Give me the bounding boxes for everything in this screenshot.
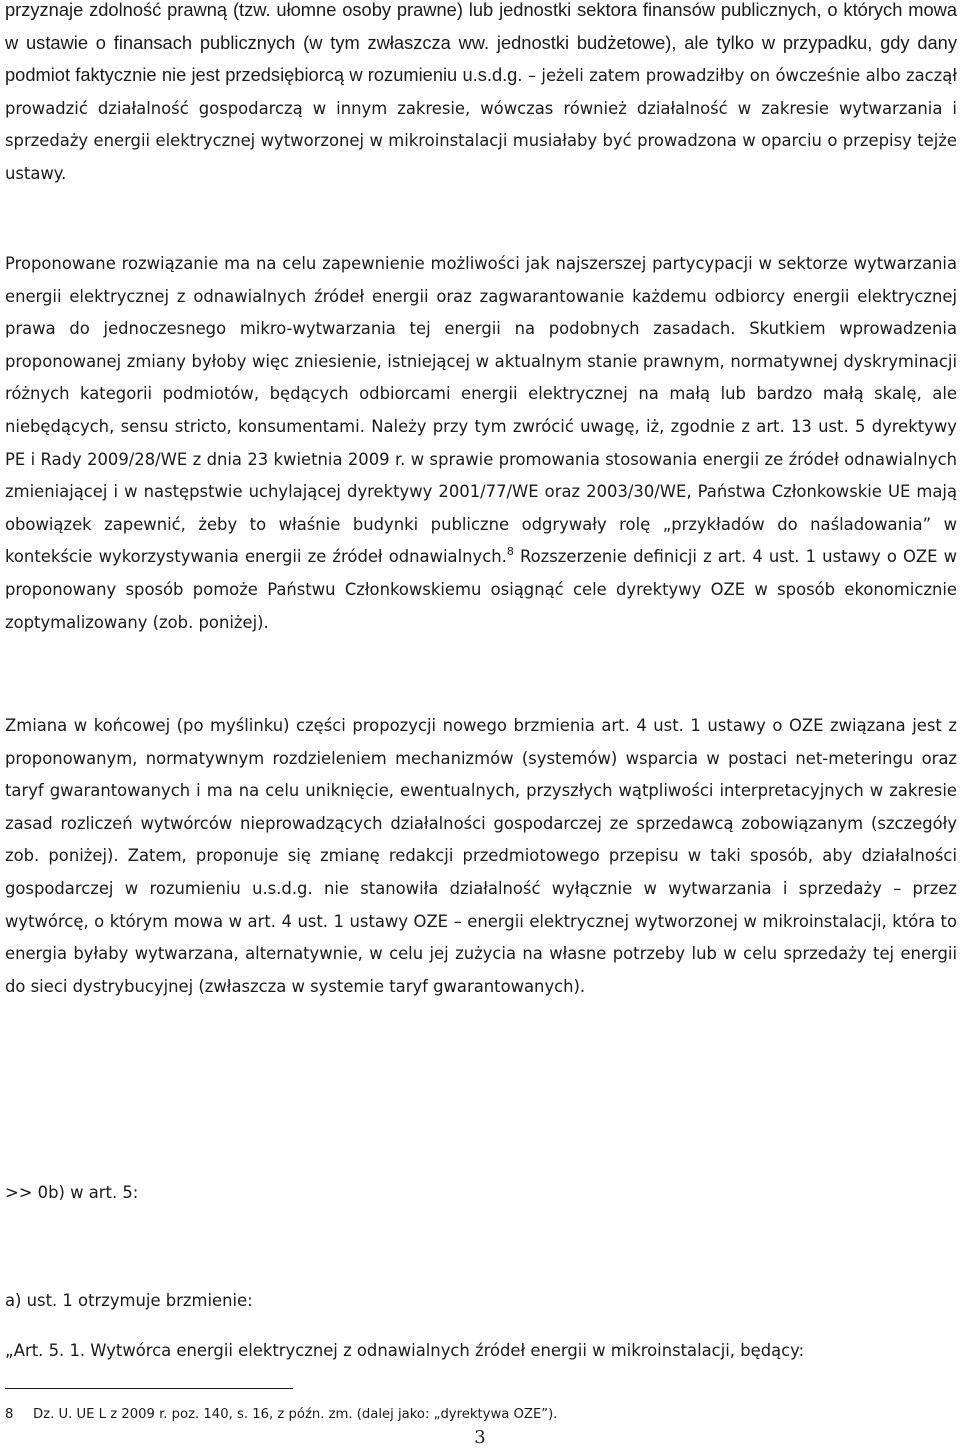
paragraph-2 [5,248,957,639]
paragraph-1 [5,0,957,191]
amendment-heading: >> 0b) w art. 5: [5,1183,139,1202]
footnote-separator [5,1388,293,1389]
footnote-reference: 8 [506,545,514,559]
paragraph-1-body-text: – jeżeli zatem prowadziłby on ówcześnie albo zaczął prowadzić działalność gospodarczą w innym zakresie, wówczas również działalność w zakresie wytwarzania i sprzedaży energii elektrycznej wytworzonej w mikroinstalacji musiałaby być prowadzona w oparciu o przepisy tejże ustawy. [5,66,957,183]
paragraph-3-text: Zmiana w końcowej (po myślinku) części propozycji nowego brzmienia art. 4 ust. 1 ustawy o OZE związana jest z proponowanym, normatywnym rozdzieleniem mechanizmów (systemów) wsparcia w postaci net-meteringu oraz taryf gwarantowanych i ma na celu uniknięcie, ewentualnych, przyszłych wątpliwości interpretacyjnych w zakresie zasad rozliczeń wytwórców nieprowadzących działalności gospodarczej ze sprzedawcą zobowiązanym (szczegóły zob. poniżej). Zatem, proponuje się zmianę redakcji przedmiotowego przepisu w taki sposób, aby działalności gospodarczej w rozumieniu u.s.d.g. nie stanowiła działalność wyłącznie w wytwarzania i sprzedaży – przez wytwórcę, o którym mowa w art. 4 ust. 1 ustawy OZE – energii elektrycznej wytworzonej w mikroinstalacji, która to energia byłaby wytwarzana, alternatywnie, w celu jej zużycia na własne potrzeby lub w celu sprzedaży tej energii do sieci dystrybucyjnej (zwłaszcza w systemie taryf gwarantowanych). [5,716,957,996]
page-number: 3 [474,1427,486,1448]
article-quote: „Art. 5. 1. Wytwórca energii elektrycznej z odnawialnych źródeł energii w mikroinstalacji, będący: [5,1341,805,1360]
paragraph-2-text: Proponowane rozwiązanie ma na celu zapewnienie możliwości jak najszerszej partycypacji w sektorze wytwarzania energii elektrycznej z odnawialnych źródeł energii oraz zagwarantowanie każdemu odbiorcy energii elektrycznej prawa do jednoczesnego mikro-wytwarzania tej energii na podobnych zasadach. Skutkiem wprowadzenia proponowanej zmiany byłoby więc zniesienie, istniejącej w aktualnym stanie prawnym, normatywnej dyskryminacji różnych kategorii podmiotów, będących odbiorcami energii elektrycznej na małą lub bardzo małą skalę, ale niebędących, sensu stricto, konsumentami. Należy przy tym zwrócić uwagę, iż, zgodnie z art. 13 ust. 5 dyrektywy PE i Rady 2009/28/WE z dnia 23 kwietnia 2009 r. w sprawie promowania stosowania energii ze źródeł odnawialnych zmieniającej i w następstwie uchylającej dyrektywy 2001/77/WE oraz 2003/30/WE, Państwa Członkowskie UE mają obowiązek zapewnić, żeby to właśnie budynki publiczne odgrywały rolę „przykładów do naśladowania” w kontekście wykorzystywania energii ze źródeł odnawialnych. [5,254,957,567]
footnote [5,1404,557,1426]
paragraph-2-text-continued: Rozszerzenie definicji z art. 4 ust. 1 ustawy o OZE w proponowany sposób pomoże Państwu Członkowskiemu osiągnąć cele dyrektywy OZE w sposób ekonomicznie zoptymalizowany (zob. poniżej). [5,547,957,632]
footnote-number: 8 [5,1407,14,1422]
paragraph-3 [5,710,957,1003]
paragraph-1-continuation-text: przyznaje zdolność prawną (tzw. ułomne osoby prawne) lub jednostki sektora finansów publicznych, o których mowa w ustawie o finansach publicznych (w tym zwłaszcza ww. jednostki budżetowe), ale tylko w przypadku, gdy dany podmiot faktycznie nie jest przedsiębiorcą w rozumieniu u.s.d.g. [5,0,957,86]
footnote-text: Dz. U. UE L z 2009 r. poz. 140, s. 16, z późn. zm. (dalej jako: „dyrektywa OZE”). [33,1407,558,1422]
point-a-label: a) ust. 1 otrzymuje brzmienie: [5,1291,253,1310]
